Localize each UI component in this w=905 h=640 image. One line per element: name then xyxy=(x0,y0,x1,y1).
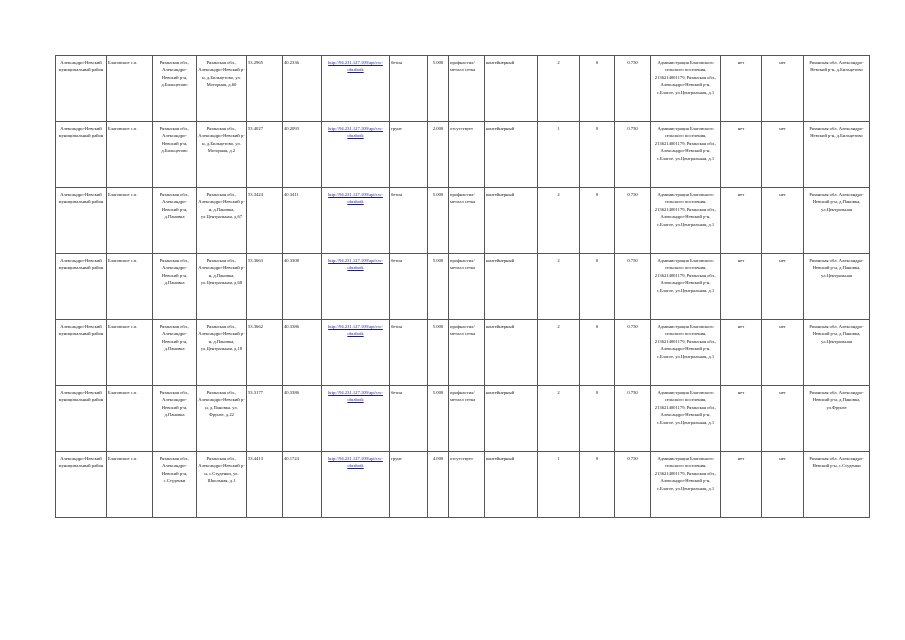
owner-cell: Администрация Благовского сельского поселения, 2136214001179, Рязанская обл., Александро-Невский р-н, с.Благое, ул.Центральная, д.1 xyxy=(651,320,721,386)
longitude-cell: 40.3386 xyxy=(283,320,322,386)
settlement-cell: Благовское с.п. xyxy=(107,254,153,320)
latitude-cell: 53.2965 xyxy=(247,56,283,122)
area-cell: 5.000 xyxy=(428,56,449,122)
table-row xyxy=(56,188,870,254)
area-cell: 2.000 xyxy=(428,122,449,188)
flag-cell-b: нет xyxy=(762,122,804,188)
settlement-cell: Благовское с.п. xyxy=(107,320,153,386)
locality-cell: Рязанская обл., Александро-Невский р-н, д.Пановка xyxy=(153,254,197,320)
flag-cell-a: нет xyxy=(721,452,762,518)
settlement-cell: Благовское с.п. xyxy=(107,452,153,518)
flag-cell-a: нет xyxy=(721,386,762,452)
latitude-cell: 53.3424 xyxy=(247,188,283,254)
district-cell: Александро-Невский муниципальный район xyxy=(56,320,107,386)
fence-cell: отсутствует xyxy=(449,122,485,188)
area-cell: 5.000 xyxy=(428,386,449,452)
planned-count-cell: 0 xyxy=(580,254,615,320)
locality-cell: Рязанская обл., Александро-Невский р-н, д.Бильцетово xyxy=(153,122,197,188)
planned-count-cell: 0 xyxy=(580,122,615,188)
volume-cell: 0.750 xyxy=(615,452,651,518)
address-cell: Рязанская обл., Александро-Невский р-н, д.Пановка, ул. Фрунзе, д.22 xyxy=(197,386,247,452)
address-cell: Рязанская обл., Александро-Невский р-н, д.Бильцетово, ул. Моторная, д.60 xyxy=(197,56,247,122)
flag-cell-a: нет xyxy=(721,56,762,122)
fence-cell: профнастил/ металл сетка xyxy=(449,386,485,452)
planned-count-cell: 0 xyxy=(580,320,615,386)
district-cell: Александро-Невский муниципальный район xyxy=(56,386,107,452)
volume-cell: 0.750 xyxy=(615,320,651,386)
flag-cell-b: нет xyxy=(762,254,804,320)
area-cell: 4.000 xyxy=(428,452,449,518)
flag-cell-b: нет xyxy=(762,56,804,122)
waste-site-registry-table xyxy=(55,55,870,518)
locality-cell: Рязанская обл., Александро-Невский р-н, д.Пановка xyxy=(153,386,197,452)
locality-cell: Рязанская обл., Александро-Невский р-н, д.Пановка xyxy=(153,188,197,254)
district-cell: Александро-Невский муниципальный район xyxy=(56,188,107,254)
fence-cell: отсутствует xyxy=(449,452,485,518)
waste-sources-cell: Рязанская обл. Александро-Невский р-н, д.Пановка, ул.Центральная xyxy=(804,254,870,320)
surface-cell: грунт xyxy=(390,122,428,188)
latitude-cell: 53.4027 xyxy=(247,122,283,188)
site-type-cell: контейнерный xyxy=(485,320,538,386)
flag-cell-b: нет xyxy=(762,188,804,254)
volume-cell: 0.750 xyxy=(615,188,651,254)
table-row xyxy=(56,320,870,386)
latitude-cell: 53.3662 xyxy=(247,320,283,386)
fence-cell: профнастил/ металл сетка xyxy=(449,188,485,254)
fence-cell: профнастил/ металл сетка xyxy=(449,56,485,122)
settlement-cell: Благовское с.п. xyxy=(107,386,153,452)
surface-cell: бетон xyxy=(390,188,428,254)
table-row xyxy=(56,254,870,320)
map-link[interactable]: http://94.231.127.109/api/cw-obrabotk xyxy=(322,122,390,188)
map-link[interactable]: http://94.231.127.109/api/cw-obrabotk xyxy=(322,254,390,320)
site-type-cell: контейнерный xyxy=(485,452,538,518)
container-count-cell: 2 xyxy=(538,386,580,452)
map-link[interactable]: http://94.231.127.109/api/cw-obrabotk xyxy=(322,56,390,122)
map-link[interactable]: http://94.231.127.109/api/cw-obrabotk xyxy=(322,320,390,386)
latitude-cell: 53.4413 xyxy=(247,452,283,518)
map-link[interactable]: http://94.231.127.109/api/cw-obrabotk xyxy=(322,188,390,254)
district-cell: Александро-Невский муниципальный район xyxy=(56,452,107,518)
area-cell: 5.000 xyxy=(428,188,449,254)
surface-cell: грунт xyxy=(390,452,428,518)
address-cell: Рязанская обл., Александро-Невский р-н, д.Бильцетово, ул. Моторная, д.2 xyxy=(197,122,247,188)
flag-cell-a: нет xyxy=(721,254,762,320)
address-cell: Рязанская обл., Александро-Невский р-н, д.Пановка, ул.Центральная, д.67 xyxy=(197,188,247,254)
surface-cell: бетон xyxy=(390,254,428,320)
waste-sources-cell: Рязанская обл. Александро-Невский р-н, с.Студенки xyxy=(804,452,870,518)
flag-cell-a: нет xyxy=(721,188,762,254)
container-count-cell: 2 xyxy=(538,320,580,386)
address-cell: Рязанская обл., Александро-Невский р-н, д.Пановка, ул.Центральная, д.18 xyxy=(197,320,247,386)
site-type-cell: контейнерный xyxy=(485,56,538,122)
flag-cell-a: нет xyxy=(721,122,762,188)
flag-cell-b: нет xyxy=(762,452,804,518)
latitude-cell: 53.3663 xyxy=(247,254,283,320)
address-cell: Рязанская обл., Александро-Невский р-н, д.Пановка, ул.Центральная, д.68 xyxy=(197,254,247,320)
latitude-cell: 53.3177 xyxy=(247,386,283,452)
area-cell: 5.000 xyxy=(428,254,449,320)
longitude-cell: 40.3386 xyxy=(283,386,322,452)
owner-cell: Администрация Благовского сельского поселения, 2136214001179, Рязанская обл., Александро-Невский р-н, с.Благое, ул.Центральная, д.1 xyxy=(651,56,721,122)
table-row xyxy=(56,452,870,518)
table-row xyxy=(56,386,870,452)
site-type-cell: контейнерный xyxy=(485,254,538,320)
owner-cell: Администрация Благовского сельского поселения, 2136214001179, Рязанская обл., Александро-Невский р-н, с.Благое, ул.Центральная, д.1 xyxy=(651,122,721,188)
locality-cell: Рязанская обл., Александро-Невский р-н, д.Пановка xyxy=(153,320,197,386)
volume-cell: 0.750 xyxy=(615,254,651,320)
map-link[interactable]: http://94.231.127.109/api/cw-obrabotk xyxy=(322,386,390,452)
waste-sources-cell: Рязанская обл. Александро-Невский р-н, д.Пановка, ул.Фрунзе xyxy=(804,386,870,452)
planned-count-cell: 0 xyxy=(580,188,615,254)
container-count-cell: 2 xyxy=(538,254,580,320)
table-row xyxy=(56,122,870,188)
owner-cell: Администрация Благовского сельского поселения, 2136214001179, Рязанская обл., Александро-Невский р-н, с.Благое, ул.Центральная, д.1 xyxy=(651,386,721,452)
surface-cell: бетон xyxy=(390,320,428,386)
settlement-cell: Благовское с.п. xyxy=(107,56,153,122)
waste-sources-cell: Рязанская обл. Александро-Невский р-н, д.Пановка, ул.Центральная xyxy=(804,188,870,254)
longitude-cell: 40.3308 xyxy=(283,254,322,320)
waste-sources-cell: Рязанская обл. Александро-Невский р-н, д.Бильцетово xyxy=(804,122,870,188)
flag-cell-b: нет xyxy=(762,320,804,386)
district-cell: Александро-Невский муниципальный район xyxy=(56,254,107,320)
longitude-cell: 40.2336 xyxy=(283,56,322,122)
flag-cell-a: нет xyxy=(721,320,762,386)
site-type-cell: контейнерный xyxy=(485,122,538,188)
container-count-cell: 1 xyxy=(538,122,580,188)
site-type-cell: контейнерный xyxy=(485,188,538,254)
area-cell: 5.000 xyxy=(428,320,449,386)
district-cell: Александро-Невский муниципальный район xyxy=(56,122,107,188)
address-cell: Рязанская обл., Александро-Невский р-н, с.Студенки, ул. Школьная, д.1 xyxy=(197,452,247,518)
flag-cell-b: нет xyxy=(762,386,804,452)
table-row xyxy=(56,56,870,122)
surface-cell: бетон xyxy=(390,56,428,122)
locality-cell: Рязанская обл., Александро-Невский р-н, с.Студенки xyxy=(153,452,197,518)
district-cell: Александро-Невский муниципальный район xyxy=(56,56,107,122)
planned-count-cell: 0 xyxy=(580,386,615,452)
fence-cell: профнастил/ металл сетка xyxy=(449,254,485,320)
map-link[interactable]: http://94.231.127.109/api/cw-obrabotk xyxy=(322,452,390,518)
planned-count-cell: 0 xyxy=(580,452,615,518)
planned-count-cell: 0 xyxy=(580,56,615,122)
longitude-cell: 40.1724 xyxy=(283,452,322,518)
container-count-cell: 2 xyxy=(538,56,580,122)
waste-sources-cell: Рязанская обл. Александро-Невский р-н, д.Бильцетово xyxy=(804,56,870,122)
owner-cell: Администрация Благовского сельского поселения, 2136214001179, Рязанская обл., Александро-Невский р-н, с.Благое, ул.Центральная, д.1 xyxy=(651,254,721,320)
waste-sources-cell: Рязанская обл. Александро-Невский р-н, д.Пановка, ул.Центральная xyxy=(804,320,870,386)
owner-cell: Администрация Благовского сельского поселения, 2136214001179, Рязанская обл., Александро-Невский р-н, с.Благое, ул.Центральная, д.1 xyxy=(651,188,721,254)
container-count-cell: 2 xyxy=(538,188,580,254)
fence-cell: профнастил/ металл сетка xyxy=(449,320,485,386)
volume-cell: 0.750 xyxy=(615,56,651,122)
locality-cell: Рязанская обл., Александро-Невский р-н, д.Бильцетово xyxy=(153,56,197,122)
settlement-cell: Благовское с.п. xyxy=(107,188,153,254)
volume-cell: 0.750 xyxy=(615,122,651,188)
registry-body xyxy=(56,56,870,518)
settlement-cell: Благовское с.п. xyxy=(107,122,153,188)
longitude-cell: 40.2093 xyxy=(283,122,322,188)
longitude-cell: 40.3411 xyxy=(283,188,322,254)
site-type-cell: контейнерный xyxy=(485,386,538,452)
volume-cell: 0.750 xyxy=(615,386,651,452)
container-count-cell: 1 xyxy=(538,452,580,518)
surface-cell: бетон xyxy=(390,386,428,452)
owner-cell: Администрация Благовского сельского поселения, 2136214001179, Рязанская обл., Александро-Невский р-н, с.Благое, ул.Центральная, д.1 xyxy=(651,452,721,518)
